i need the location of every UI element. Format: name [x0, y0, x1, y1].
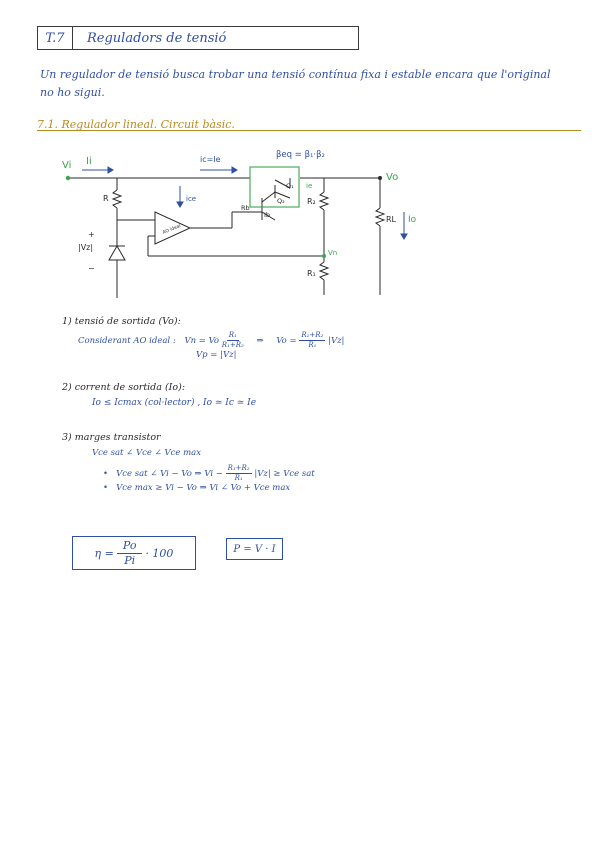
section-rule	[37, 130, 581, 131]
item-3-range: Vce sat ∠ Vce ∠ Vce max	[92, 448, 202, 458]
bullet-2-dot: •	[103, 483, 114, 493]
bullet-1-numerator: R₁+R₂	[227, 464, 250, 472]
label-rb: Rb	[241, 204, 250, 212]
vp-equation: Vp = |Vz|	[196, 350, 237, 360]
chapter-number: T.7	[38, 27, 73, 49]
item-3-heading: 3) marges transistor	[62, 432, 161, 443]
regulator-circuit-diagram	[0, 140, 599, 305]
efficiency-denominator: Pi	[124, 553, 136, 567]
intro-line-1: Un regulador de tensió busca trobar una tensió contínua fixa i estable encara que l'original	[40, 68, 551, 81]
divider-fraction	[222, 331, 244, 350]
label-io: Io	[408, 215, 417, 225]
implies-arrow: ⇒	[256, 336, 264, 346]
label-opamp: AO ideal	[162, 224, 182, 236]
bullet-1-dot: •	[103, 469, 114, 479]
label-q1: Q₁	[286, 182, 294, 190]
item-2-equation: Io ≤ Icmax (col·lector) , Io ≃ Ic ≃ Ie	[92, 398, 257, 408]
vn-equation: Vn = Vo	[184, 336, 220, 346]
label-ice: ice	[186, 195, 197, 203]
bullet-1-left: Vce sat ∠ Vi − Vo ⇒ Vi −	[116, 469, 223, 479]
efficiency-formula-box	[72, 536, 196, 570]
label-ib: Ib	[264, 211, 271, 219]
label-vz: |Vz|	[78, 243, 94, 252]
label-minus: −	[88, 264, 95, 273]
label-r1: R₁	[307, 269, 316, 278]
label-r: R	[103, 194, 109, 203]
gain-fraction	[299, 331, 325, 350]
power-formula-box: P = V · I	[226, 538, 283, 560]
intro-line-2: no ho sigui.	[40, 86, 105, 99]
vz-term: |Vz|	[328, 336, 345, 346]
label-vn: Vn	[328, 249, 338, 257]
item-2-heading: 2) corrent de sortida (Io):	[62, 382, 186, 393]
header-box	[37, 26, 359, 50]
fraction-numerator: R₁	[228, 331, 237, 339]
item-3-bullet-2	[103, 483, 290, 493]
label-beta-eq: βeq = β₁·β₂	[276, 150, 325, 160]
bullet-2-text: Vce max ≥ Vi − Vo ⇒ Vi ∠ Vo + Vce max	[116, 483, 291, 493]
label-vo: Vo	[386, 172, 399, 183]
efficiency-numerator: Po	[117, 539, 143, 554]
label-r2: R₂	[307, 197, 316, 206]
considering-text: Considerant AO ideal :	[78, 336, 176, 346]
item-1-equation	[78, 331, 344, 350]
efficiency-tail: · 100	[145, 546, 174, 560]
gain-numerator: R₁+R₂	[301, 331, 324, 339]
intro-text	[40, 66, 560, 102]
bullet-1-fraction	[226, 464, 252, 483]
label-ii: Ii	[86, 156, 92, 167]
label-plus: +	[88, 230, 95, 239]
item-1-heading: 1) tensió de sortida (Vo):	[62, 316, 181, 327]
label-rl: RL	[386, 215, 397, 224]
label-vi: Vi	[62, 160, 72, 171]
chapter-title: Reguladors de tensió	[87, 30, 227, 46]
vo-equation: Vo =	[276, 336, 297, 346]
eta-label: η =	[94, 546, 114, 560]
fraction-denominator: R₁+R₂	[221, 341, 244, 349]
item-3-bullet-1	[103, 464, 315, 483]
bullet-1-right: |Vz| ≥ Vce sat	[254, 469, 315, 479]
label-ie: ie	[306, 182, 313, 190]
section-title: 7.1. Regulador lineal. Circuit bàsic.	[37, 118, 235, 131]
bullet-1-denominator: R₁	[234, 474, 243, 482]
label-q2: Q₂	[277, 197, 285, 205]
gain-denominator: R₁	[308, 341, 317, 349]
label-ic-ie: ic=Ie	[200, 155, 221, 164]
efficiency-fraction	[117, 539, 143, 568]
